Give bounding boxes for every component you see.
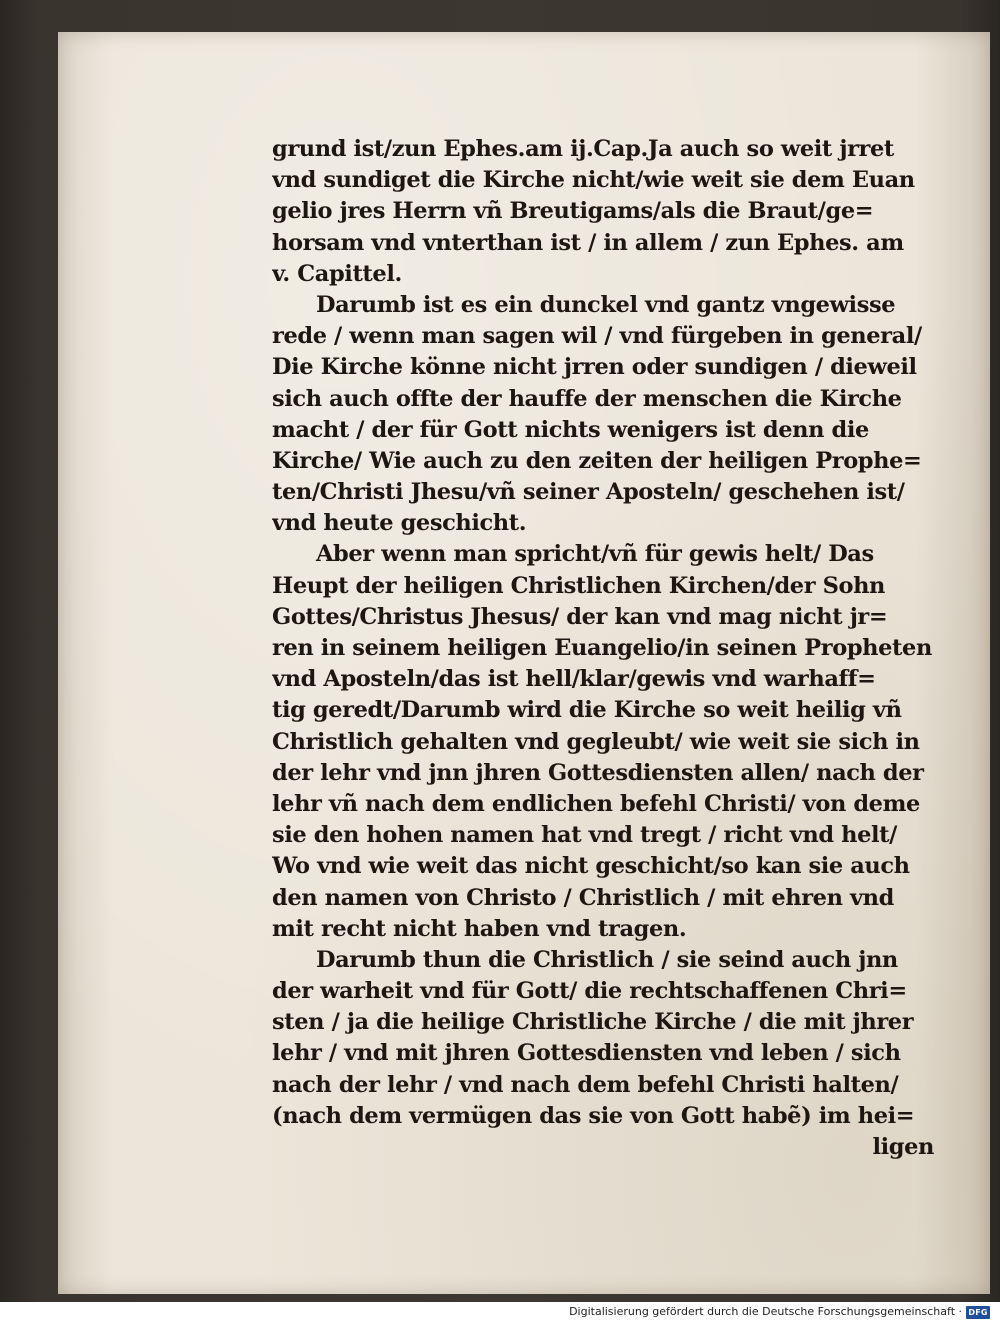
text-line: ren in seinem heiligen Euangelio/in seinen Propheten bbox=[272, 635, 932, 661]
text-line: ten/Christi Jhesu/vñ seiner Aposteln/ geschehen ist/ bbox=[272, 479, 905, 506]
text-line-paragraph-start: Darumb ist es ein dunckel vnd gantz vngewisse bbox=[316, 291, 896, 318]
text-line: vnd heute geschicht. bbox=[272, 510, 527, 537]
dfg-logo-label: DFG bbox=[968, 1308, 988, 1317]
text-line: Gottes/Christus Jhesus/ der kan vnd mag nicht jr= bbox=[272, 603, 888, 630]
page-text-block bbox=[272, 134, 942, 1163]
funding-credit: Digitalisierung gefördert durch die Deutsche Forschungsgemeinschaft · bbox=[569, 1305, 962, 1318]
text-line: lehr vñ nach dem endlichen befehl Christi/ von deme bbox=[272, 790, 920, 817]
text-line: vnd Aposteln/das ist hell/klar/gewis vnd warhaff= bbox=[272, 666, 876, 693]
text-line: horsam vnd vnterthan ist / in allem / zun Ephes. am bbox=[272, 229, 904, 256]
text-line: Wo vnd wie weit das nicht geschicht/so kan sie auch bbox=[272, 853, 910, 880]
text-line: grund ist/zun Ephes.am ij.Cap.Ja auch so weit jrret bbox=[272, 136, 894, 162]
text-line: lehr / vnd mit jhren Gottesdiensten vnd leben / sich bbox=[272, 1040, 901, 1067]
text-line: (nach dem vermügen das sie von Gott habẽ) im hei= bbox=[272, 1102, 915, 1129]
text-line-paragraph-start: Aber wenn man spricht/vñ für gewis helt/ Das bbox=[316, 541, 874, 568]
text-line: v. Capittel. bbox=[272, 260, 402, 287]
text-line: Kirche/ Wie auch zu den zeiten der heiligen Prophe= bbox=[272, 447, 922, 474]
text-line: gelio jres Herrn vñ Breutigams/als die Braut/ge= bbox=[272, 198, 874, 225]
text-line: vnd sundiget die Kirche nicht/wie weit sie dem Euan bbox=[272, 167, 915, 194]
dfg-logo[interactable] bbox=[966, 1306, 990, 1319]
text-line: sich auch offte der hauffe der menschen die Kirche bbox=[272, 385, 902, 412]
text-line: Heupt der heiligen Christlichen Kirchen/der Sohn bbox=[272, 572, 885, 599]
text-line: der warheit vnd für Gott/ die rechtschaffenen Chri= bbox=[272, 978, 907, 1005]
text-line: den namen von Christo / Christlich / mit ehren vnd bbox=[272, 884, 894, 911]
text-line: tig geredt/Darumb wird die Kirche so weit heilig vñ bbox=[272, 697, 902, 724]
text-line: der lehr vnd jnn jhren Gottesdiensten allen/ nach der bbox=[272, 759, 924, 786]
catchword: ligen bbox=[872, 1134, 934, 1160]
text-line: macht / der für Gott nichts wenigers ist denn die bbox=[272, 416, 869, 443]
text-line-paragraph-start: Darumb thun die Christlich / sie seind auch jnn bbox=[316, 946, 898, 973]
text-line: Die Kirche könne nicht jrren oder sundigen / dieweil bbox=[272, 354, 917, 381]
text-line: mit recht nicht haben vnd tragen. bbox=[272, 915, 687, 942]
text-line: sten / ja die heilige Christliche Kirche / die mit jhrer bbox=[272, 1009, 914, 1036]
text-line: nach der lehr / vnd nach dem befehl Christi halten/ bbox=[272, 1071, 899, 1098]
text-line: Christlich gehalten vnd gegleubt/ wie weit sie sich in bbox=[272, 728, 920, 755]
text-line: sie den hohen namen hat vnd tregt / richt vnd helt/ bbox=[272, 822, 897, 849]
text-line: rede / wenn man sagen wil / vnd fürgeben in general/ bbox=[272, 323, 922, 350]
